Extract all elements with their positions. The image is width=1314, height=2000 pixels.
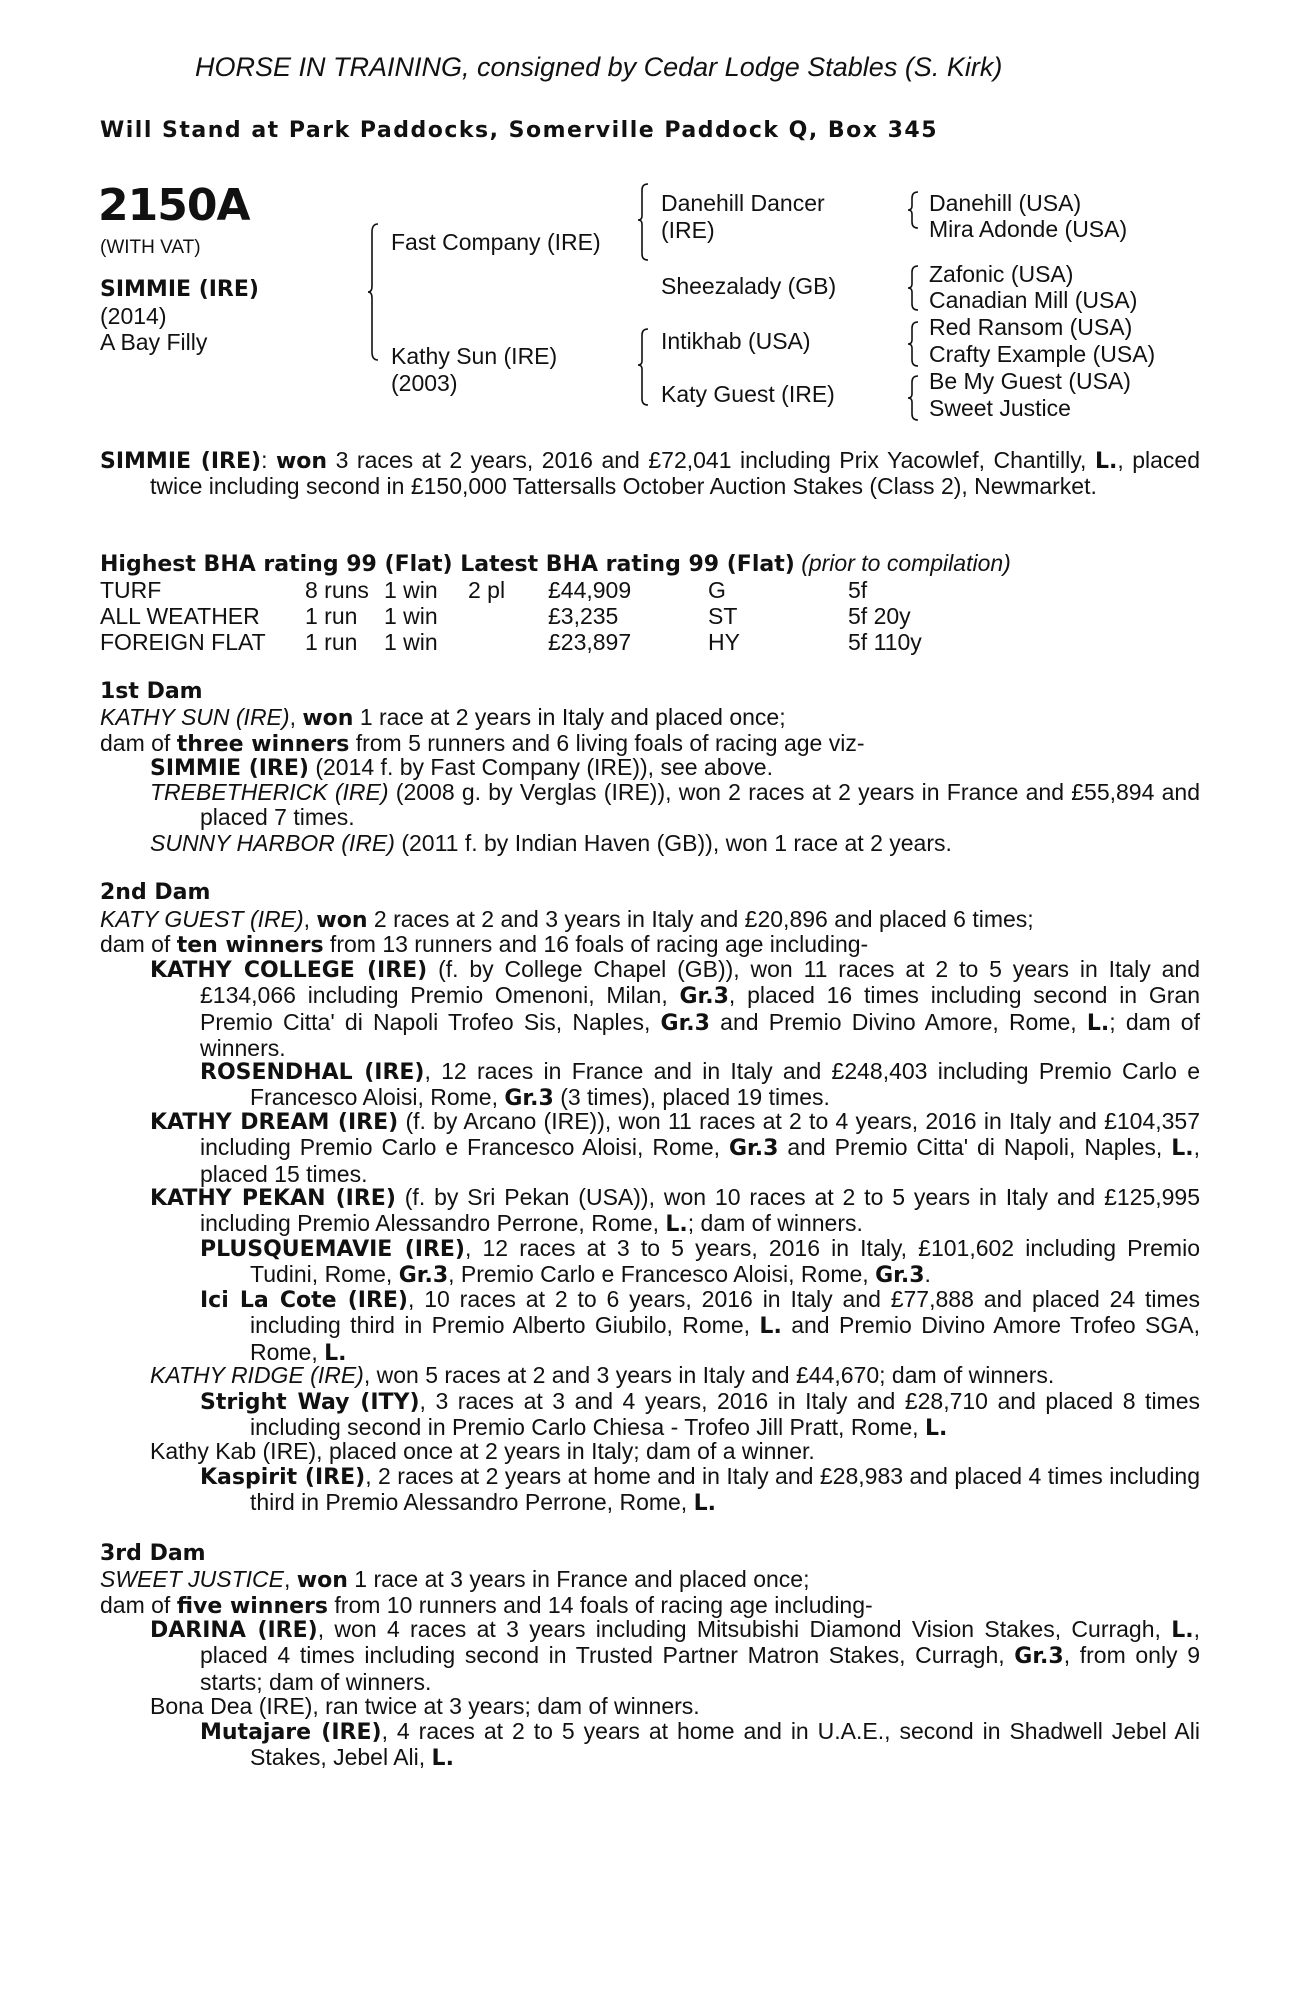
listed: L. <box>759 1314 782 1340</box>
lot-number: 2150A <box>98 180 250 231</box>
listed: L. <box>1171 1136 1194 1162</box>
vat-note: (WITH VAT) <box>100 237 201 258</box>
listed: L. <box>324 1340 347 1366</box>
progeny-entry <box>200 1059 1200 1112</box>
summary-horse-name: SIMMIE (IRE) <box>100 449 262 474</box>
progeny-name: PLUSQUEMAVIE (IRE) <box>200 1237 465 1262</box>
pedigree-g6: Crafty Example (USA) <box>929 341 1156 367</box>
dam-name: SWEET JUSTICE <box>100 1566 285 1592</box>
runs: 8 runs <box>305 577 369 603</box>
dam-record: 1 race at 2 years in Italy and placed once; <box>353 704 786 730</box>
pedigree-sire-sire: Danehill Dancer <box>661 190 825 216</box>
group-3: Gr.3 <box>398 1263 449 1289</box>
progeny-record: (f. by Sri Pekan (USA)), won 10 races at 2 to 5 years in Italy and £125,995 including Premio Alessandro Perrone, Rome, <box>200 1184 1200 1237</box>
progeny-record: and Premio Divino Amore, Rome, <box>709 1008 1087 1035</box>
bha-ratings: Highest BHA rating 99 (Flat) Latest BHA rating 99 (Flat) <box>100 552 795 577</box>
third-dam-line <box>100 1566 809 1594</box>
ratings-note: (prior to compilation) <box>801 550 1011 576</box>
progeny-record: (2014 f. by Fast Company (IRE)), see above. <box>308 754 773 780</box>
progeny-name: Kaspirit (IRE) <box>200 1465 366 1490</box>
progeny-entry <box>150 1185 1200 1238</box>
pedigree-bracket-g2 <box>908 264 920 312</box>
progeny-record: (3 times), placed 19 times. <box>553 1084 830 1111</box>
progeny-record: , 12 races in France and in Italy and £248,403 including Premio Carlo e Francesco Aloisi, Rome, <box>250 1058 1200 1111</box>
dam-name: KATY GUEST (IRE) <box>100 906 304 932</box>
progeny-entry <box>150 831 1200 856</box>
progeny-record: (f. by Arcano (IRE)), won 11 races at 2 to 4 years, 2016 in Italy and £104,357 including Premio Carlo e Francesco Aloisi, Rome, <box>200 1108 1201 1161</box>
progeny-name: SIMMIE (IRE) <box>150 756 309 781</box>
progeny-record: , won 4 races at 3 years including Mitsubishi Diamond Vision Stakes, Curragh, <box>317 1616 1172 1642</box>
second-dam-line <box>100 906 1034 934</box>
wins: 1 win <box>384 629 438 655</box>
group-3: Gr.3 <box>504 1086 554 1112</box>
dam-record: 2 races at 2 and 3 years in Italy and £20,896 and placed 6 times; <box>367 906 1034 932</box>
pedigree-g4: Canadian Mill (USA) <box>929 287 1138 313</box>
sep: , <box>284 1566 297 1592</box>
group-3: Gr.3 <box>1014 1644 1064 1670</box>
second-dam-produce <box>100 931 868 959</box>
first-dam-line <box>100 704 786 732</box>
ratings-row-foreign-flat <box>100 629 1000 655</box>
listed: L. <box>665 1212 688 1238</box>
progeny-entry <box>150 780 1200 831</box>
pedigree-sire-sire-suffix: (IRE) <box>661 217 715 243</box>
group-3: Gr.3 <box>729 1136 779 1162</box>
group-3: Gr.3 <box>679 984 729 1010</box>
progeny-name: KATHY DREAM (IRE) <box>150 1110 399 1135</box>
race-summary <box>100 448 1200 500</box>
pedigree-dam-dam: Katy Guest (IRE) <box>661 381 835 407</box>
sep: , <box>289 704 303 730</box>
summary-listed: L. <box>1094 449 1118 474</box>
going: ST <box>708 603 738 629</box>
progeny-record: (f. by College Chapel (GB)), won 11 races at 2 to 5 years in Italy and £134,066 including Premio Omenoni, Milan, <box>200 956 1200 1009</box>
horse-name: SIMMIE (IRE) <box>100 277 259 302</box>
progeny-record: . <box>924 1261 931 1288</box>
progeny-record: and Premio Divino Amore Trofeo SGA, Rome, <box>250 1312 1200 1365</box>
wins: 1 win <box>384 603 438 629</box>
pedigree-g3: Zafonic (USA) <box>929 261 1074 287</box>
listed: L. <box>431 1746 454 1772</box>
placed: 2 pl <box>468 577 506 603</box>
second-dam-heading: 2nd Dam <box>100 880 211 905</box>
winners-count: five winners <box>176 1594 329 1619</box>
consignment-header: HORSE IN TRAINING, consigned by Cedar Lodge Stables (S. Kirk) <box>195 52 1003 82</box>
pedigree-bracket-g3 <box>908 320 920 368</box>
progeny-record: , 10 races at 2 to 6 years, 2016 in Italy and £77,888 and placed 24 times including third in Premio Alberto Giubilo, Rome, <box>250 1286 1200 1339</box>
runners-foals: from 10 runners and 14 foals of racing age including- <box>328 1592 873 1618</box>
listed: L. <box>1171 1618 1194 1643</box>
summary-text-2: , placed twice including second in £150,000 Tattersalls October Auction Stakes (Class 2), Newmarket. <box>150 447 1201 500</box>
ratings-row-all-weather <box>100 603 1000 629</box>
runs: 1 run <box>305 629 358 655</box>
pedigree-g8: Sweet Justice <box>929 395 1071 421</box>
progeny-name: TREBETHERICK (IRE) <box>150 779 389 805</box>
prize-money: £23,897 <box>548 629 632 655</box>
progeny-record: , placed 4 times including second in Trusted Partner Matron Stakes, Curragh, <box>200 1616 1201 1669</box>
progeny-record: , 4 races at 2 to 5 years at home and in U.A.E., second in Shadwell Jebel Ali Stakes, Jebel Ali, <box>250 1718 1200 1771</box>
progeny-record: ; dam of winners. <box>200 1008 1200 1062</box>
stand-location: Will Stand at Park Paddocks, Somerville Paddock Q, Box 345 <box>100 118 939 143</box>
progeny-record: , from only 9 starts; dam of winners. <box>200 1642 1200 1695</box>
progeny-entry <box>200 1464 1200 1517</box>
pedigree-bracket-sire <box>638 182 650 262</box>
pedigree-sire-dam: Sheezalady (GB) <box>661 273 837 299</box>
won-label: won <box>316 908 368 933</box>
progeny-name: Mutajare (IRE) <box>200 1720 382 1745</box>
pedigree-bracket-g4 <box>908 374 920 422</box>
progeny-entry <box>150 957 1200 1062</box>
pedigree-g5: Red Ransom (USA) <box>929 314 1133 340</box>
ratings-row-turf <box>100 577 1000 603</box>
progeny-record: (2008 g. by Verglas (IRE)), won 2 races at 2 years in France and £55,894 and placed 7 times. <box>200 779 1201 831</box>
going: G <box>708 577 726 603</box>
progeny-entry <box>200 1287 1200 1366</box>
progeny-record: (2011 f. by Indian Haven (GB)), won 1 race at 2 years. <box>394 830 952 856</box>
progeny-record: , 2 races at 2 years at home and in Italy and £28,983 and placed 4 times including third in Premio Alessandro Perrone, Rome, <box>250 1463 1201 1516</box>
progeny-name: Stright Way (ITY) <box>200 1390 420 1415</box>
distance: 5f 110y <box>848 629 922 655</box>
dam-of: dam of <box>100 931 177 957</box>
prize-money: £44,909 <box>548 577 632 603</box>
progeny-record: , 12 races at 3 to 5 years, 2016 in Italy, £101,602 including Premio Tudini, Rome, <box>250 1235 1200 1288</box>
distance: 5f 20y <box>848 603 911 629</box>
pedigree-g1: Danehill (USA) <box>929 190 1082 216</box>
wins: 1 win <box>384 577 438 603</box>
summary-text: 3 races at 2 years, 2016 and £72,041 including Prix Yacowlef, Chantilly, <box>327 447 1095 473</box>
listed: L. <box>1086 1010 1110 1036</box>
runs: 1 run <box>305 603 358 629</box>
listed: L. <box>693 1491 716 1517</box>
race-type: FOREIGN FLAT <box>100 629 266 655</box>
listed: L. <box>924 1416 948 1442</box>
race-type: ALL WEATHER <box>100 603 260 629</box>
progeny-name: KATHY RIDGE (IRE) <box>150 1362 364 1388</box>
runners-foals: from 5 runners and 6 living foals of racing age viz- <box>349 730 865 756</box>
summary-colon: : <box>261 447 276 473</box>
progeny-name: SUNNY HARBOR (IRE) <box>150 830 395 856</box>
ratings-line <box>100 550 1011 578</box>
progeny-entry <box>200 1719 1200 1772</box>
progeny-entry <box>200 1389 1200 1442</box>
runners-foals: from 13 runners and 16 foals of racing age including- <box>323 931 869 957</box>
progeny-name: Ici La Cote (IRE) <box>200 1288 408 1313</box>
pedigree-dam-year: (2003) <box>391 370 458 396</box>
horse-description: A Bay Filly <box>100 329 208 355</box>
progeny-name: ROSENDHAL (IRE) <box>200 1060 425 1085</box>
horse-year: (2014) <box>100 303 167 329</box>
progeny-entry <box>150 1363 1200 1388</box>
progeny-record: ; dam of winners. <box>687 1210 863 1237</box>
pedigree-bracket-g1 <box>908 190 920 230</box>
progeny-entry <box>150 1617 1200 1695</box>
sep: , <box>303 906 317 932</box>
dam-name: KATHY SUN (IRE) <box>100 704 290 730</box>
progeny-entry <box>150 755 1200 781</box>
race-type: TURF <box>100 577 162 603</box>
pedigree-g7: Be My Guest (USA) <box>929 368 1131 394</box>
third-dam-heading: 3rd Dam <box>100 1541 206 1566</box>
distance: 5f <box>848 577 868 603</box>
pedigree-bracket-dam <box>638 327 650 407</box>
dam-of: dam of <box>100 730 177 756</box>
group-3: Gr.3 <box>660 1010 710 1036</box>
pedigree-sire: Fast Company (IRE) <box>391 229 601 255</box>
first-dam-heading: 1st Dam <box>100 679 203 704</box>
progeny-entry: Bona Dea (IRE), ran twice at 3 years; dam of winners. <box>150 1693 700 1719</box>
dam-record: 1 race at 3 years in France and placed once; <box>347 1566 810 1592</box>
pedigree-g2: Mira Adonde (USA) <box>929 216 1128 242</box>
progeny-record: , Premio Carlo e Francesco Aloisi, Rome, <box>448 1261 876 1288</box>
progeny-name: KATHY PEKAN (IRE) <box>150 1186 396 1211</box>
won-label: won <box>302 706 354 731</box>
progeny-record: , placed 16 times including second in Gran Premio Citta' di Napoli Trofeo Sis, Naples, <box>200 982 1200 1035</box>
dam-of: dam of <box>100 1592 177 1618</box>
won-label: won <box>296 1568 348 1593</box>
pedigree-dam: Kathy Sun (IRE) <box>391 343 558 369</box>
progeny-record: and Premio Citta' di Napoli, Naples, <box>778 1134 1172 1161</box>
progeny-entry: Kathy Kab (IRE), placed once at 2 years in Italy; dam of a winner. <box>150 1438 815 1464</box>
going: HY <box>708 629 740 655</box>
progeny-record: , placed 15 times. <box>200 1134 1201 1187</box>
pedigree-bracket-main <box>368 222 380 362</box>
summary-won: won <box>275 449 328 474</box>
group-3: Gr.3 <box>875 1263 925 1289</box>
progeny-name: DARINA (IRE) <box>150 1618 318 1643</box>
progeny-entry <box>200 1236 1200 1289</box>
prize-money: £3,235 <box>548 603 619 629</box>
progeny-entry <box>150 1109 1200 1187</box>
winners-count: ten winners <box>176 933 324 958</box>
winners-count: three winners <box>176 732 350 757</box>
pedigree-dam-sire: Intikhab (USA) <box>661 328 811 354</box>
progeny-record: , won 5 races at 2 and 3 years in Italy and £44,670; dam of winners. <box>363 1362 1055 1388</box>
progeny-record: , 3 races at 3 and 4 years, 2016 in Italy and £28,710 and placed 8 times including second in Premio Carlo Chiesa - Trofeo Jill Pratt, Rome, <box>250 1388 1200 1441</box>
progeny-name: KATHY COLLEGE (IRE) <box>150 958 428 983</box>
